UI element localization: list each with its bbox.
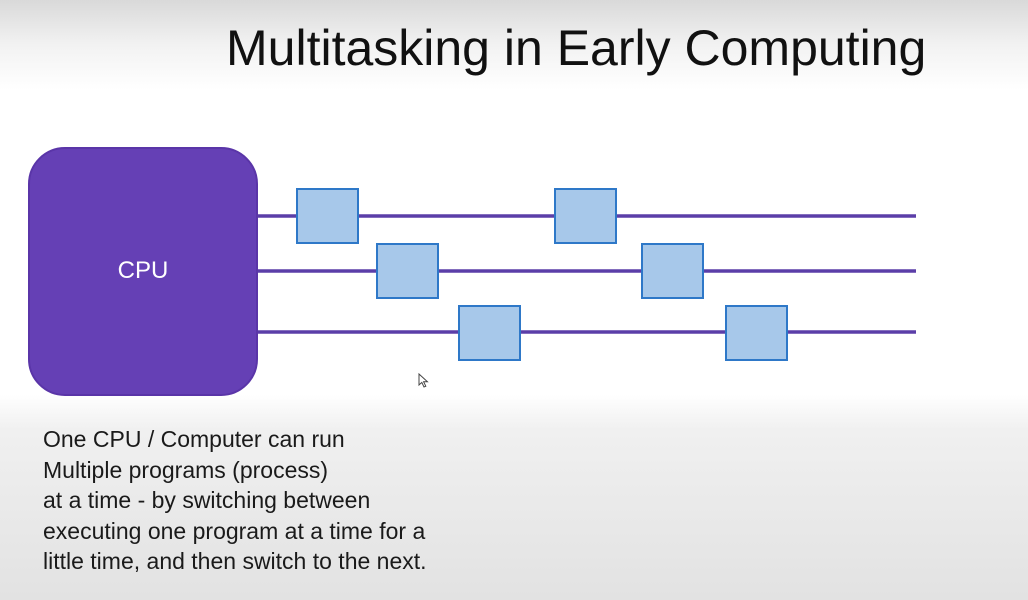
time-slice-block — [555, 189, 616, 243]
cpu-label: CPU — [117, 257, 169, 284]
time-slice-block — [642, 244, 703, 298]
caption — [43, 424, 603, 577]
caption-line: One CPU / Computer can run — [43, 426, 345, 452]
time-slice-block — [459, 306, 520, 360]
time-slice-block — [297, 189, 358, 243]
slide-title: Multitasking in Early Computing — [226, 20, 927, 76]
mouse-pointer-icon — [418, 373, 430, 389]
caption-line: executing one program at a time for a — [43, 517, 426, 544]
time-slice-block — [726, 306, 787, 360]
caption-line: little time, and then switch to the next. — [43, 548, 427, 574]
caption-line: Multiple programs (process) — [43, 456, 329, 483]
time-slice-block — [377, 244, 438, 298]
caption-line: at a time - by switching between — [43, 487, 371, 513]
